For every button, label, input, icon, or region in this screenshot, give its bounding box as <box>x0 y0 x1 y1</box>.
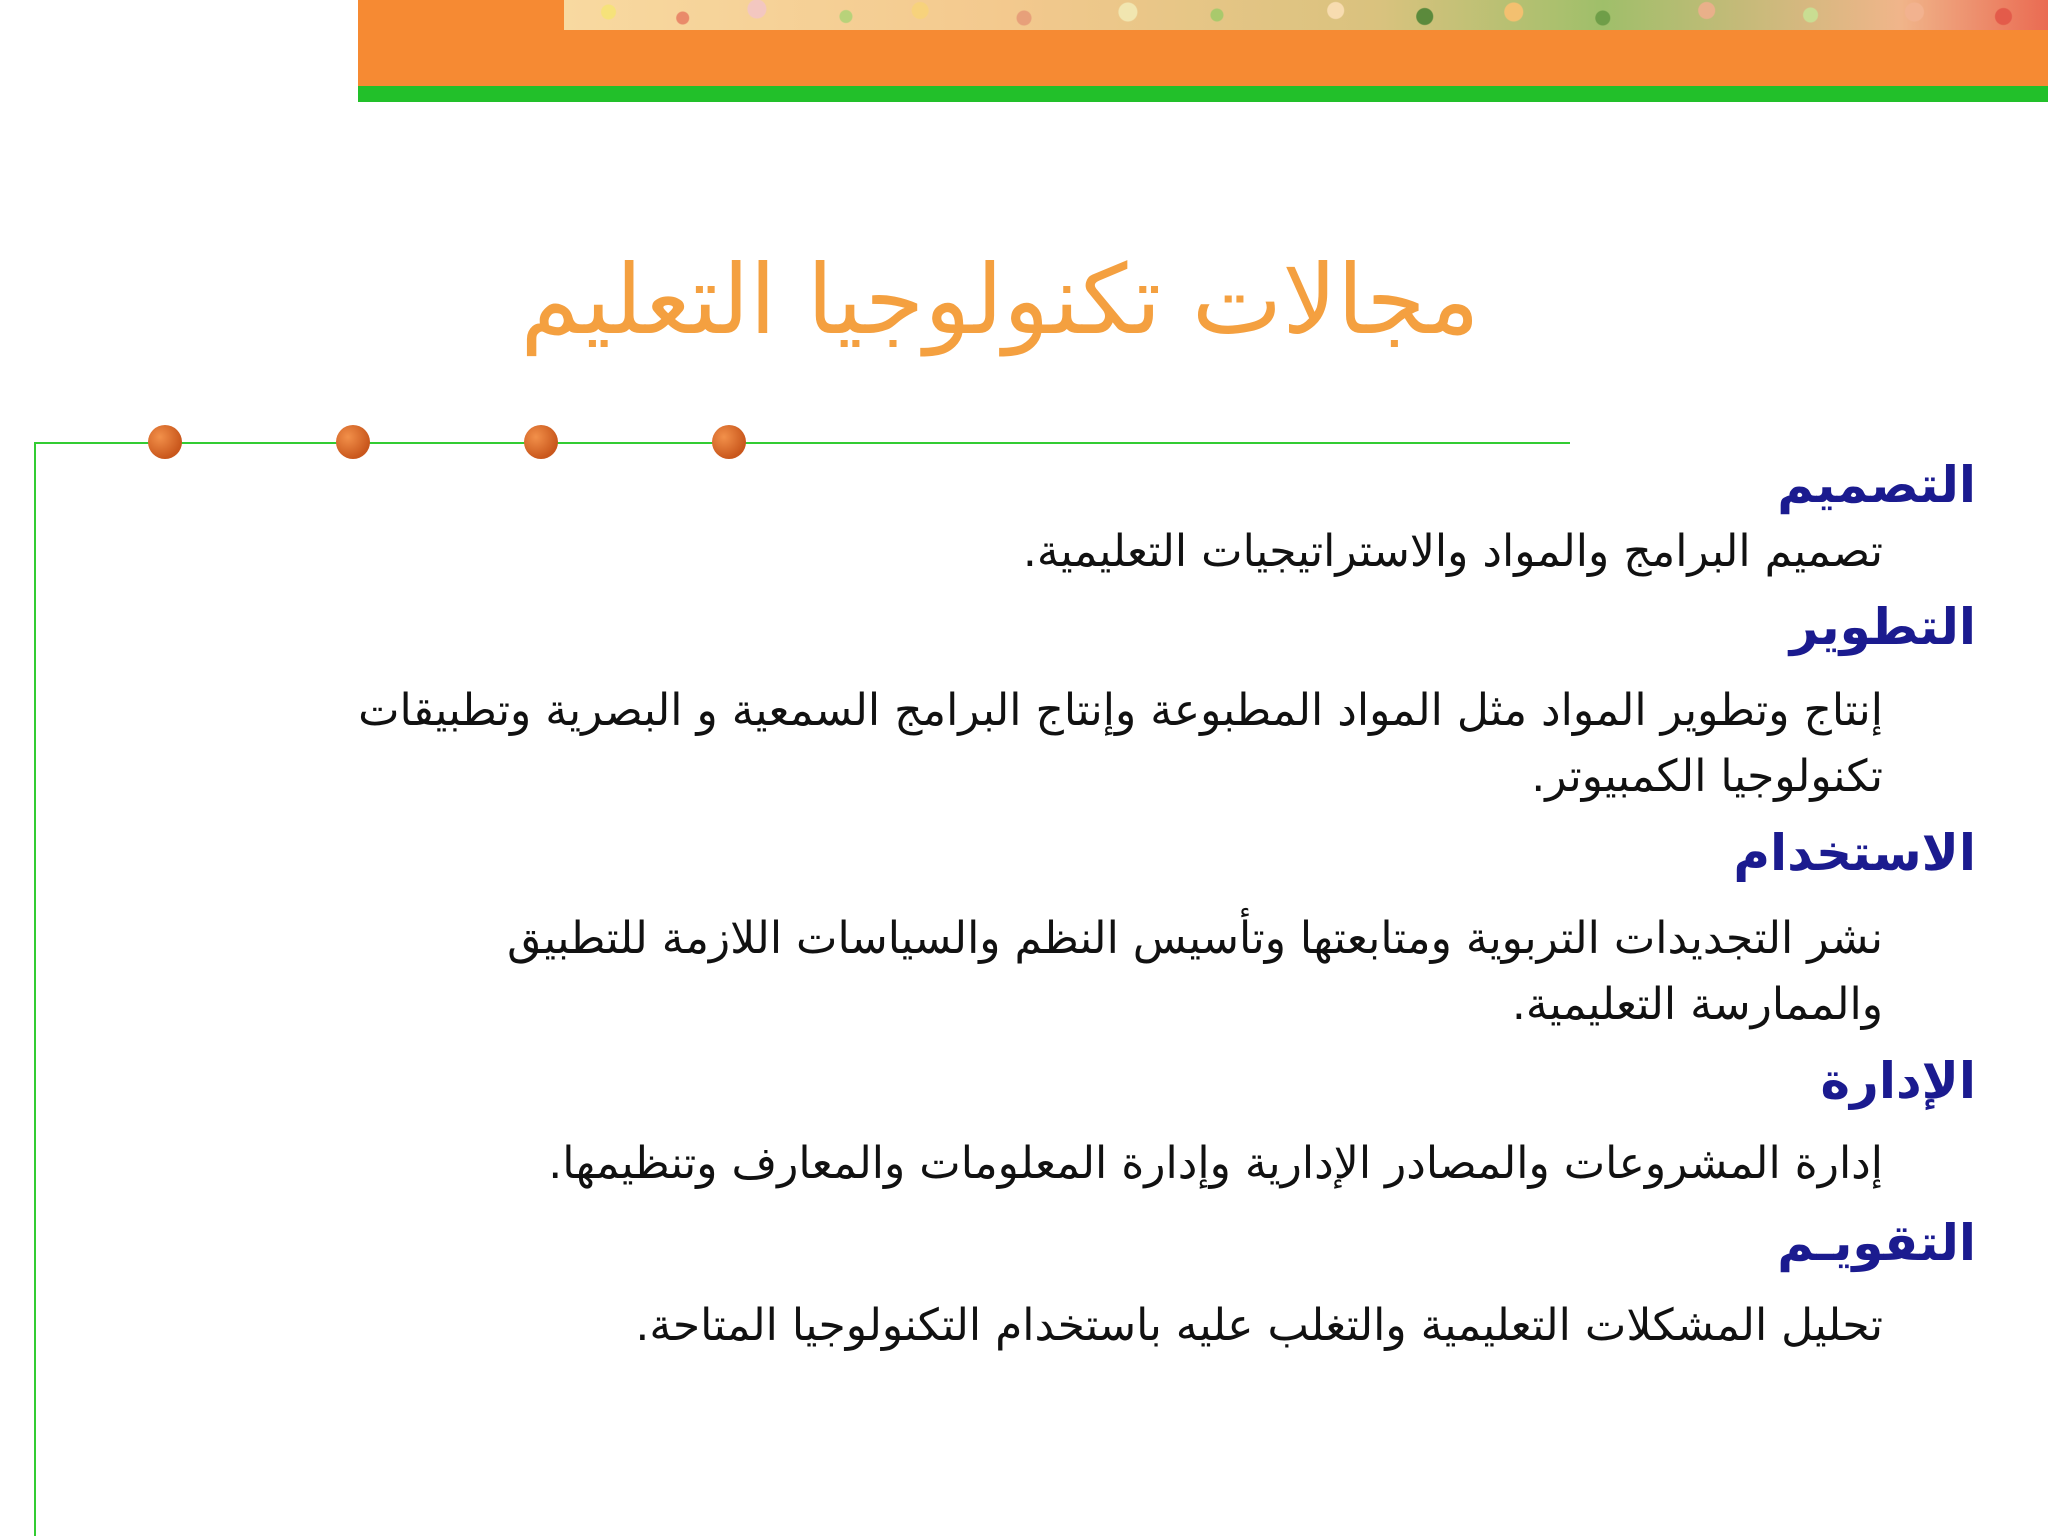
slide-title: مجالات تكنولوجيا التعليم <box>520 244 1480 356</box>
section-heading-design: التصميم <box>1777 456 1976 514</box>
header-green-stripe <box>358 86 2048 102</box>
frame-top-line <box>34 442 1570 444</box>
section-heading-utilization: الاستخدام <box>1733 824 1976 882</box>
section-body-evaluation: تحليل المشكلات التعليمية والتغلب عليه باستخدام التكنولوجيا المتاحة. <box>635 1300 1883 1351</box>
frame-left-line <box>34 442 36 1536</box>
section-heading-management: الإدارة <box>1820 1052 1976 1110</box>
section-body-management: إدارة المشروعات والمصادر الإدارية وإدارة المعلومات والمعارف وتنظيمها. <box>548 1138 1883 1189</box>
slide-content <box>176 452 1976 1356</box>
section-heading-development: التطوير <box>1789 598 1976 656</box>
floral-banner-image <box>564 0 2048 30</box>
section-body-design: تصميم البرامج والمواد والاستراتيجيات التعليمية. <box>1022 526 1883 577</box>
section-body-utilization: نشر التجديدات التربوية ومتابعتها وتأسيس النظم والسياسات اللازمة للتطبيق والممارسة التعليمية. <box>507 913 1883 1030</box>
section-heading-evaluation: التقويـم <box>1777 1214 1976 1272</box>
section-body-development: إنتاج وتطوير المواد مثل المواد المطبوعة وإنتاج البرامج السمعية و البصرية وتطبيقات تكنولوجيا الكمبيوتر. <box>358 685 1883 802</box>
